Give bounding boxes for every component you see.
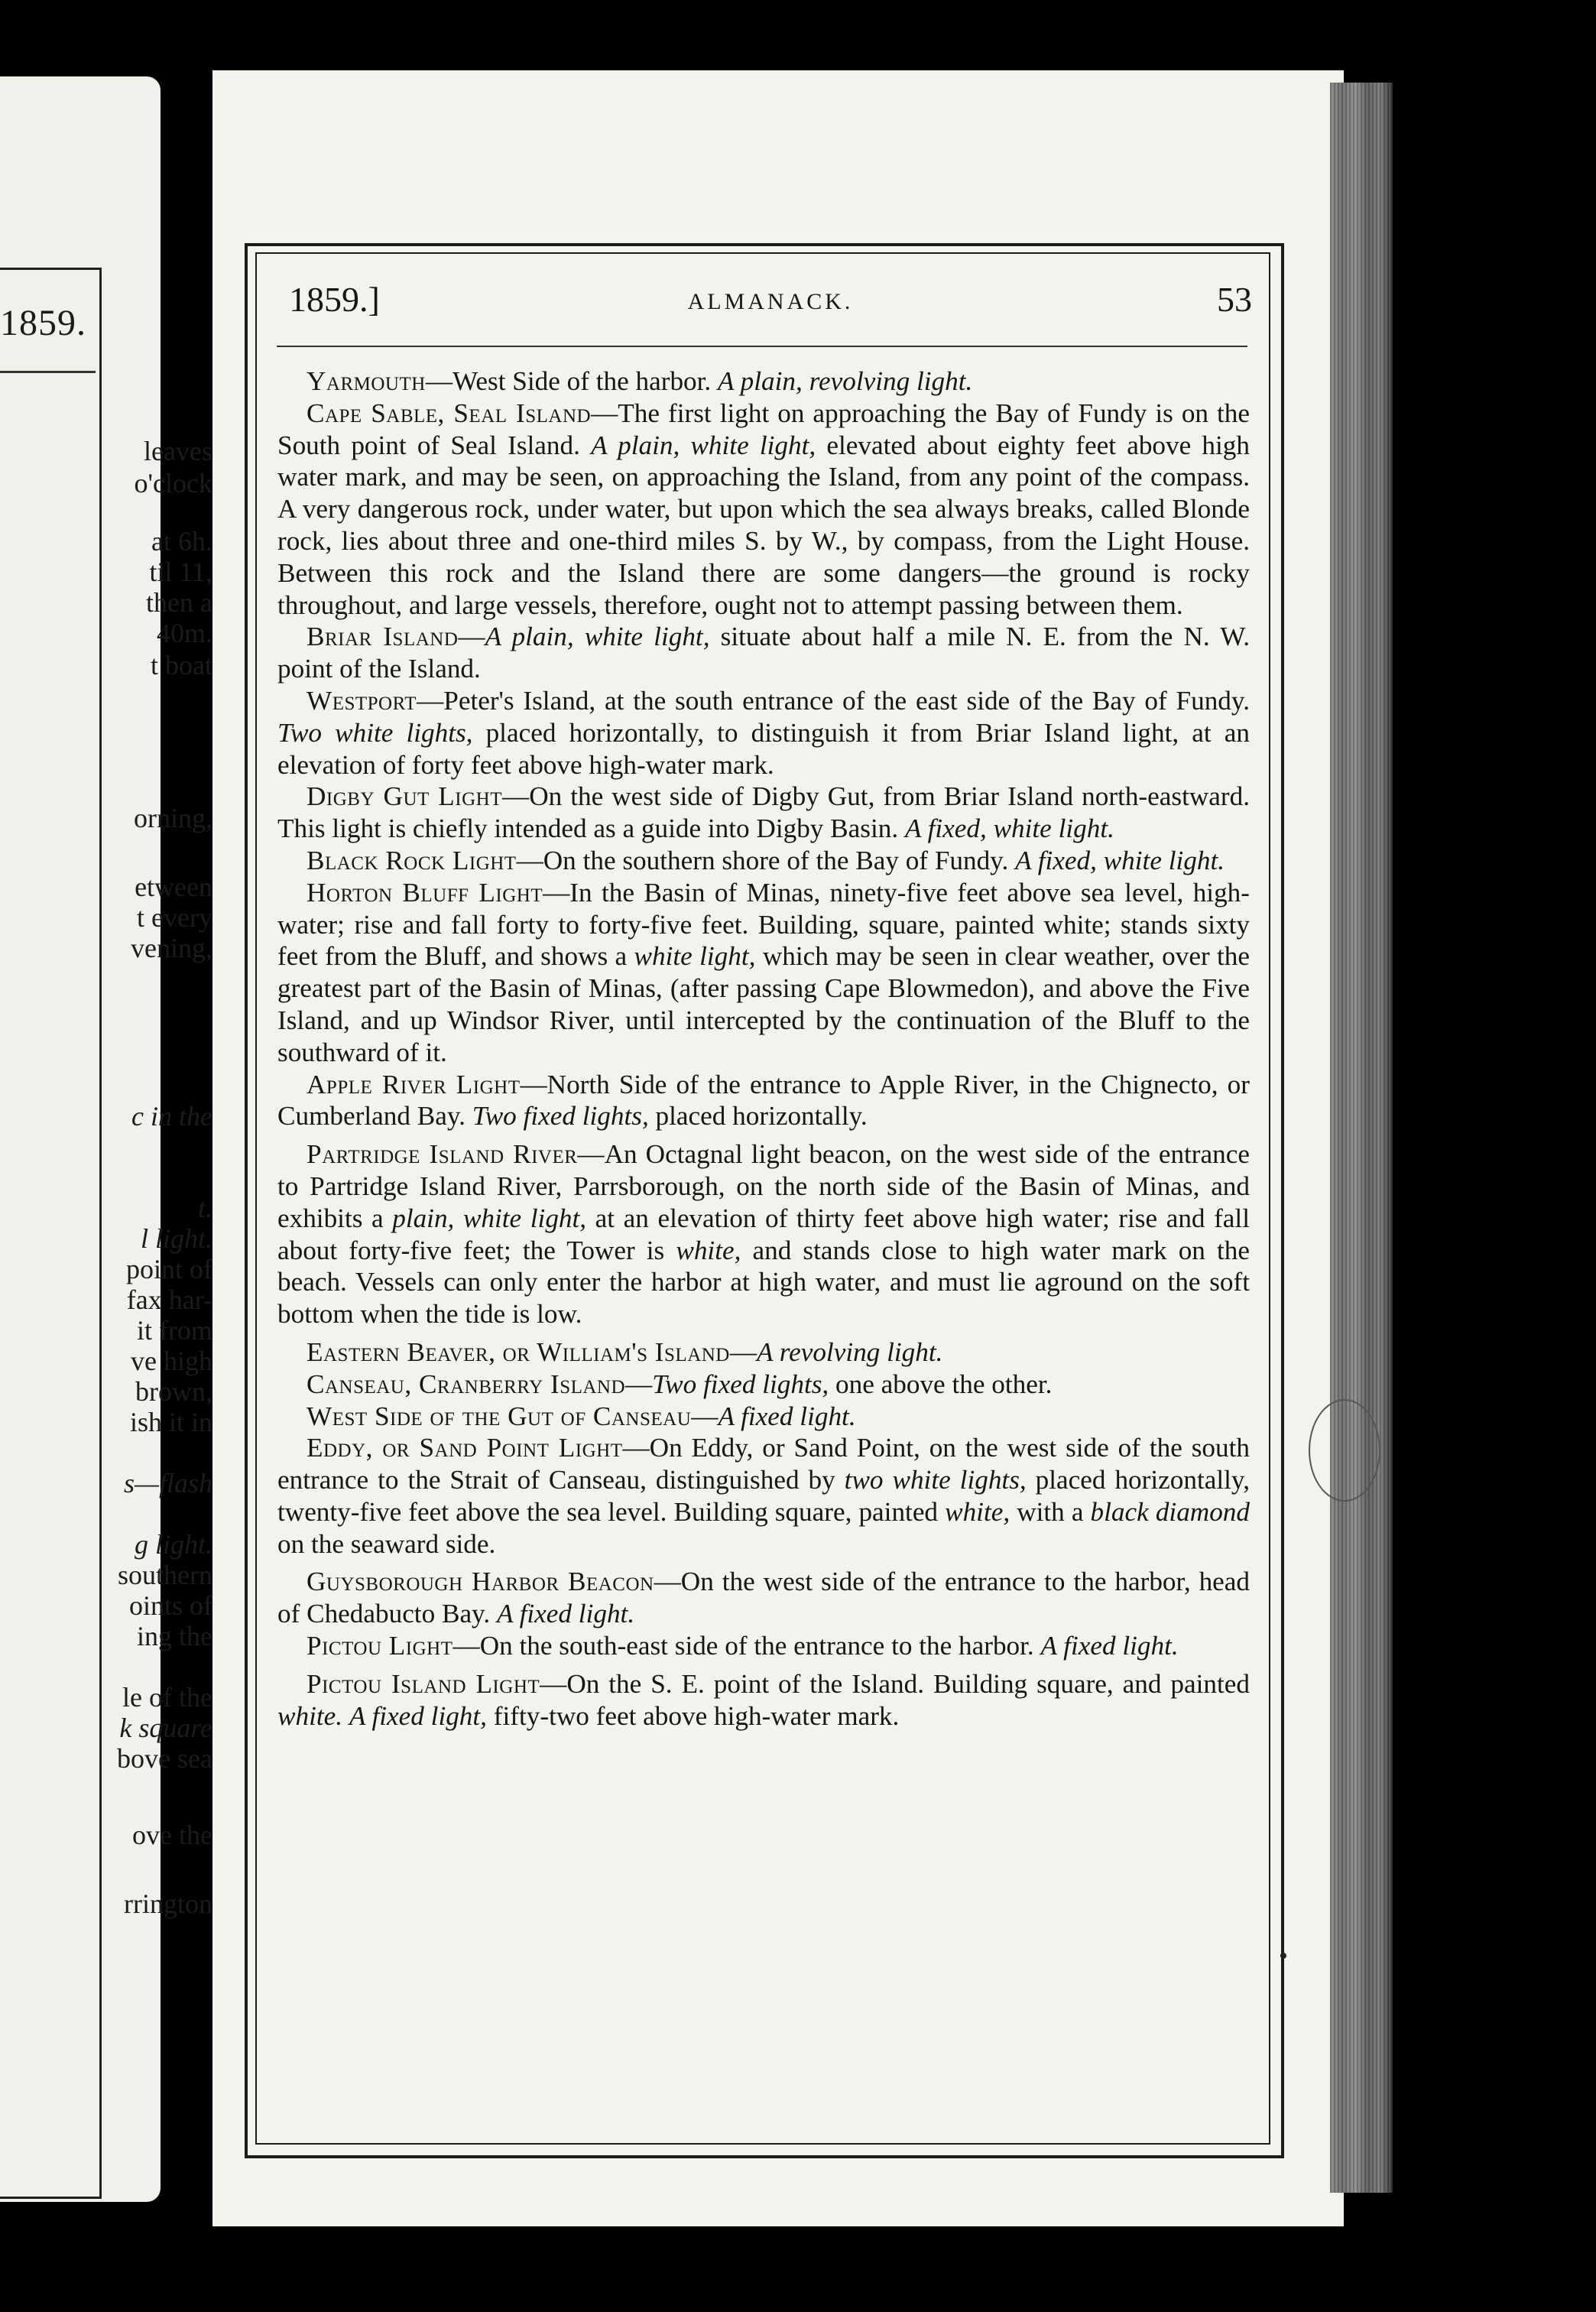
left-page-fragment: g light. (134, 1529, 212, 1560)
entry-heading: Pictou Light (307, 1631, 453, 1661)
lighthouse-entry (277, 1668, 1250, 1732)
light-description: A plain, white light, (591, 430, 816, 460)
lighthouse-entry (277, 365, 1250, 398)
lighthouse-entry (277, 1401, 1250, 1433)
left-page-fragment: t every (137, 902, 212, 933)
light-description: white, (676, 1235, 741, 1265)
lighthouse-entries (277, 365, 1250, 1732)
left-page-fragment: oints of (128, 1590, 212, 1621)
entry-heading: Yarmouth (307, 366, 426, 396)
entry-text: elevated about eighty feet above high water mark, and may be seen, on approaching the Island, from any point of the compass. A very dangerous rock, under water, but upon which the sea always breaks, called Blonde rock, lies about three and one-third miles S. by W., by compass, from the Light House. Between this rock and the Island there are some dangers—the ground is rocky throughout, and large vessels, therefore, ought not to attempt passing between them. (277, 430, 1250, 620)
entry-text: —On the west side of the entrance to the harbor, head of Chedabucto Bay. (277, 1567, 1250, 1629)
left-page-fragment: leaves (144, 436, 212, 466)
light-description: A fixed light, (349, 1700, 487, 1731)
lighthouse-entry (277, 1369, 1250, 1401)
left-page-fragment: o'clock (134, 468, 212, 498)
left-page-fragment: ing the (137, 1621, 212, 1651)
lighthouse-entry (277, 1566, 1250, 1630)
left-page-fragment: ish it in (129, 1407, 212, 1437)
left-page-fragment: t boat (151, 650, 212, 680)
entry-text: — (625, 1369, 653, 1399)
light-description: Two white lights, (277, 717, 473, 748)
left-page-fragment: le of the (122, 1682, 212, 1713)
entry-heading: Black Rock Light (307, 845, 517, 875)
left-page-fragment: rrington (124, 1888, 212, 1919)
left-page-fragment: k square (119, 1713, 212, 1743)
entry-text: —On Eddy, or Sand Point, on the west side of the south entrance to the Strait of Canseau, distinguished by (277, 1433, 1250, 1495)
left-page-fragment: brown, (135, 1376, 212, 1407)
left-page-fragment: then a (146, 587, 212, 618)
entry-heading: Partridge Island River (307, 1139, 578, 1170)
entry-text: placed horizontally. (648, 1101, 868, 1132)
left-page-fragment: s—flash (123, 1468, 212, 1499)
entry-text: with a (1010, 1496, 1091, 1527)
light-description: Two fixed lights, (472, 1101, 649, 1132)
entry-heading: Eddy, or Sand Point Light (307, 1433, 623, 1463)
header-year: 1859.] (289, 280, 380, 319)
entry-text: —On the west side of Digby Gut, from Briar Island north-eastward. This light is chiefly intended as a guide into Digby Basin. (277, 781, 1250, 844)
light-description: A fixed light. (718, 1401, 856, 1431)
entry-heading: Cape Sable, Seal Island (307, 398, 592, 428)
light-description: two white lights, (844, 1465, 1027, 1495)
entry-text: and stands close to high water mark on the beach. Vessels can only enter the harbor at high water, and must lie aground on the soft bottom when the tide is low. (277, 1235, 1250, 1330)
header-rule (277, 346, 1247, 347)
entry-text: — (729, 1336, 757, 1367)
entry-heading: Digby Gut Light (307, 781, 503, 812)
entry-text: which may be seen in clear weather, over the greatest part of the Basin of Minas, (after passing Cape Blowmedon), and above the Five Island, and up Windsor River, until intercepted by the continuation of the Bluff to the southward of it. (277, 941, 1251, 1067)
left-page-fragment: bove sea (117, 1743, 212, 1774)
lighthouse-entry (277, 1630, 1250, 1662)
entry-text: on the seaward side. (277, 1528, 496, 1559)
light-description: white light, (634, 941, 756, 972)
entry-text: —The first light on approaching the Bay of Fundy is on the South point of Seal Island. (277, 398, 1251, 460)
entry-text: —North Side of the entrance to Apple River, in the Chignecto, or Cumberland Bay. (277, 1069, 1250, 1132)
light-description: A fixed, white light. (1015, 845, 1225, 875)
light-description: plain, white light, (392, 1203, 587, 1233)
lighthouse-entry (277, 1432, 1250, 1560)
entry-text: —On the S. E. point of the Island. Building square, and painted (540, 1668, 1250, 1699)
entry-text: situate about half a mile N. E. from the N. W. point of the Island. (277, 622, 1250, 684)
entry-text: one above the other. (829, 1369, 1053, 1399)
entry-text: fifty-two feet above high-water mark. (486, 1700, 900, 1731)
entry-text: —On the southern shore of the Bay of Fundy. (516, 845, 1016, 875)
entry-text (342, 1701, 349, 1731)
entry-heading: Eastern Beaver, or William's Island (307, 1336, 730, 1367)
left-page-fragment: l light. (140, 1223, 212, 1254)
left-page-fragment: t. (197, 1193, 212, 1223)
left-page-fragment: 40m. (156, 618, 212, 648)
lighthouse-entry (277, 1336, 1250, 1369)
left-page-fragment: til 11, (149, 557, 212, 587)
left-page-fragment: orning, (134, 803, 212, 833)
left-page-fragment: etween (135, 872, 212, 902)
entry-heading: Pictou Island Light (307, 1668, 540, 1699)
lighthouse-entry (277, 1138, 1250, 1330)
light-description: A plain, white light, (485, 622, 710, 652)
entry-heading: West Side of the Gut of Canseau (307, 1401, 692, 1431)
left-page-border (0, 268, 102, 2199)
left-facing-page (0, 76, 212, 2202)
entry-text: — (458, 622, 485, 652)
left-page-fragment: ove the (132, 1820, 212, 1850)
entry-heading: Briar Island (307, 622, 459, 652)
light-description: white. (277, 1700, 343, 1731)
lighthouse-entry (277, 845, 1250, 877)
entry-text: —In the Basin of Minas, ninety-five feet above sea level, high-water; rise and fall forty to forty-five feet. Building, square, painted white; stands sixty feet from the Bluff, and shows a (277, 877, 1250, 972)
entry-text: —On the south-east side of the entrance to the harbor. (453, 1631, 1041, 1661)
left-page-fragment: at 6h. (151, 526, 212, 557)
entry-text: placed horizontally, twenty-five feet above the sea level. Building square, painted (277, 1465, 1250, 1527)
entry-heading: Westport (307, 685, 417, 716)
stray-ink-mark: • (1279, 1942, 1288, 1970)
light-description: black diamond (1090, 1496, 1250, 1527)
left-page-fragment: it from (137, 1315, 212, 1346)
entry-heading: Horton Bluff Light (307, 877, 543, 908)
left-page-fragment: fax har- (126, 1284, 212, 1315)
left-page-fragment: point of (126, 1254, 212, 1284)
lighthouse-entry (277, 781, 1250, 845)
entry-heading: Guysborough Harbor Beacon (307, 1567, 654, 1597)
entry-heading: Canseau, Cranberry Island (307, 1369, 626, 1399)
header-title: ALMANACK. (687, 289, 854, 314)
light-description: Two fixed lights, (652, 1369, 829, 1399)
entry-text: placed horizontally, to distinguish it from Briar Island light, at an elevation of forty feet above high-water mark. (277, 717, 1250, 780)
page-edges (1330, 83, 1393, 2193)
left-page-fragment: southern (118, 1560, 212, 1590)
lighthouse-entry (277, 398, 1250, 622)
light-description: A fixed, white light. (904, 813, 1114, 844)
left-page-rule (0, 371, 96, 373)
lighthouse-entry (277, 877, 1250, 1069)
entry-text: at an elevation of thirty feet above high water; rise and fall about forty-five feet; the Tower is (277, 1203, 1250, 1265)
stray-pencil-mark (1309, 1399, 1380, 1502)
left-page-fragment: vening, (131, 933, 212, 963)
entry-text: —Peter's Island, at the south entrance of the east side of the Bay of Fundy. (417, 685, 1250, 716)
light-description: A plain, revolving light. (718, 366, 973, 396)
entry-heading: Apple River Light (307, 1069, 521, 1099)
light-description: A revolving light. (757, 1336, 943, 1367)
left-page-fragment: ve high (131, 1346, 212, 1376)
entry-text: —West Side of the harbor. (425, 366, 719, 396)
entry-text: — (691, 1401, 719, 1431)
page-number: 53 (1217, 280, 1252, 319)
page-header (289, 275, 1252, 329)
lighthouse-entry (277, 621, 1250, 685)
light-description: white, (945, 1496, 1010, 1527)
lighthouse-entry (277, 685, 1250, 781)
left-page-year: 1859. (0, 303, 86, 343)
light-description: A fixed light. (1040, 1631, 1179, 1661)
left-page-fragment: c in the (131, 1101, 212, 1132)
entry-text: —An Octagnal light beacon, on the west side of the entrance to Partridge Island River, Parrsborough, on the north side of the Basin of Minas, and exhibits a (277, 1139, 1250, 1233)
lighthouse-entry (277, 1069, 1250, 1133)
light-description: A fixed light. (496, 1599, 635, 1629)
